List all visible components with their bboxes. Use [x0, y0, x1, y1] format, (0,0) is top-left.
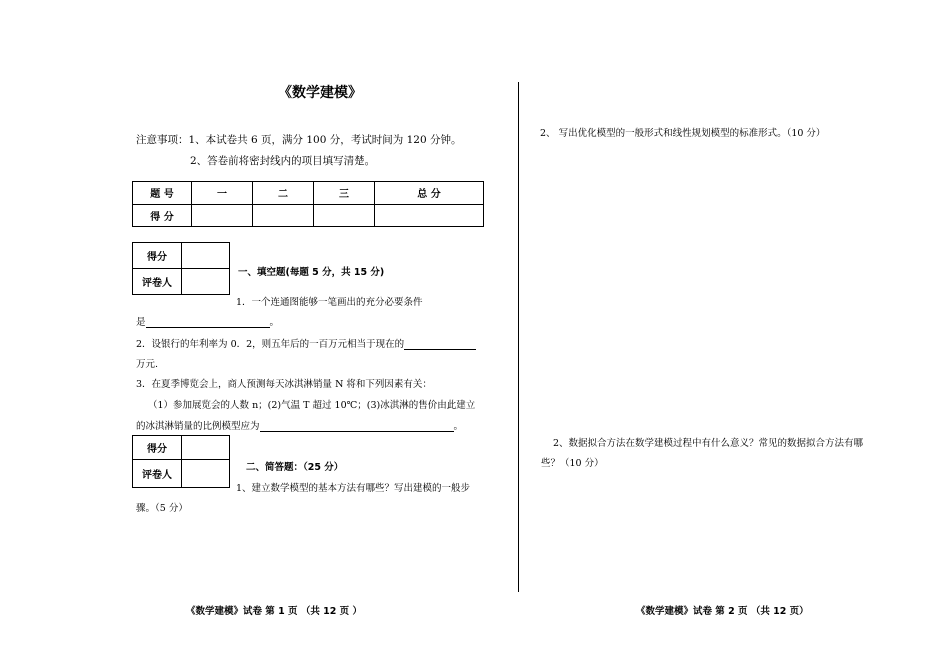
score-table-header-1: 一: [192, 182, 253, 205]
q3-answer-blank[interactable]: [260, 420, 454, 432]
grader-box-1-grader-label: 评卷人: [133, 269, 182, 295]
q3-line-1: 3．在夏季博览会上，商人预测每天冰淇淋销量 N 将和下列因素有关：: [136, 379, 432, 390]
q3-prefix: 的冰淇淋销量的比例模型应为: [136, 421, 260, 432]
score-cell-total[interactable]: [375, 204, 484, 227]
q2-answer-blank[interactable]: [404, 338, 476, 350]
grader-box-2-score-cell[interactable]: [182, 436, 230, 460]
score-cell-1[interactable]: [192, 204, 253, 227]
q1-line-1: 1．一个连通图能够一笔画出的充分必要条件: [236, 297, 423, 308]
sq1-line-2: 骤。（5 分）: [136, 503, 188, 514]
q2-line: [136, 336, 476, 350]
q1-suffix: 。: [269, 317, 280, 328]
right-q2-fitting-line-1: 2、数据拟合方法在数学建模过程中有什么意义？常见的数据拟合方法有哪: [553, 438, 864, 449]
q3-line-2: （1）参加展览会的人数 n；(2)气温 T 超过 10℃；(3)冰淇淋的售价由此建立: [148, 400, 476, 411]
grader-box-2-grader-label: 评卷人: [133, 460, 182, 488]
q3-suffix: 。: [453, 421, 464, 432]
q1-answer-blank[interactable]: [146, 316, 270, 328]
grader-box-1-score-label: 得分: [133, 243, 182, 269]
grader-box-1-grader-cell[interactable]: [182, 269, 230, 295]
section-1-title: 一、填空题(每题 5 分，共 15 分): [238, 267, 385, 278]
sq1-line-1: 1、建立数学模型的基本方法有哪些？写出建模的一般步: [236, 483, 471, 494]
q2-text: 2．设银行的年利率为 0．2，则五年后的一百万元相当于现在的: [136, 339, 405, 350]
grader-box-2-score-label: 得分: [133, 436, 182, 460]
section-2-title: 二、简答题：（25 分）: [246, 462, 344, 473]
score-table-header-2: 二: [253, 182, 314, 205]
page-2-footer: 《数学建模》试卷 第 2 页 （共 12 页）: [636, 606, 809, 617]
notice-line-1: 注意事项：1、本试卷共 6 页，满分 100 分，考试时间为 120 分钟。: [136, 134, 462, 146]
grader-box-1-score-cell[interactable]: [182, 243, 230, 269]
grader-box-2-grader-cell[interactable]: [182, 460, 230, 488]
page-1-footer: 《数学建模》试卷 第 1 页 （共 12 页 ）: [186, 606, 362, 617]
score-table-row-label: 得 分: [133, 204, 192, 227]
right-q2-optimization: 2、 写出优化模型的一般形式和线性规划模型的标准形式。（10 分）: [540, 128, 826, 139]
score-table-header-3: 三: [314, 182, 375, 205]
q1-prefix: 是: [136, 317, 146, 328]
notice-line-2: 2、答卷前将密封线内的项目填写清楚。: [190, 155, 376, 167]
score-cell-3[interactable]: [314, 204, 375, 227]
score-cell-2[interactable]: [253, 204, 314, 227]
q2-unit: 万元.: [136, 359, 159, 370]
score-table-header-number: 题 号: [133, 182, 192, 205]
q1-line-2: [136, 314, 279, 328]
page-divider: [518, 82, 519, 592]
q3-line-3: [136, 418, 463, 432]
right-q2-fitting-line-2: 些？（10 分）: [541, 458, 604, 469]
score-table-header-total: 总 分: [375, 182, 484, 205]
exam-title: 《数学建模》: [278, 85, 362, 101]
score-table: [132, 181, 484, 227]
grader-box-1: [132, 242, 230, 295]
grader-box-2: [132, 435, 230, 488]
